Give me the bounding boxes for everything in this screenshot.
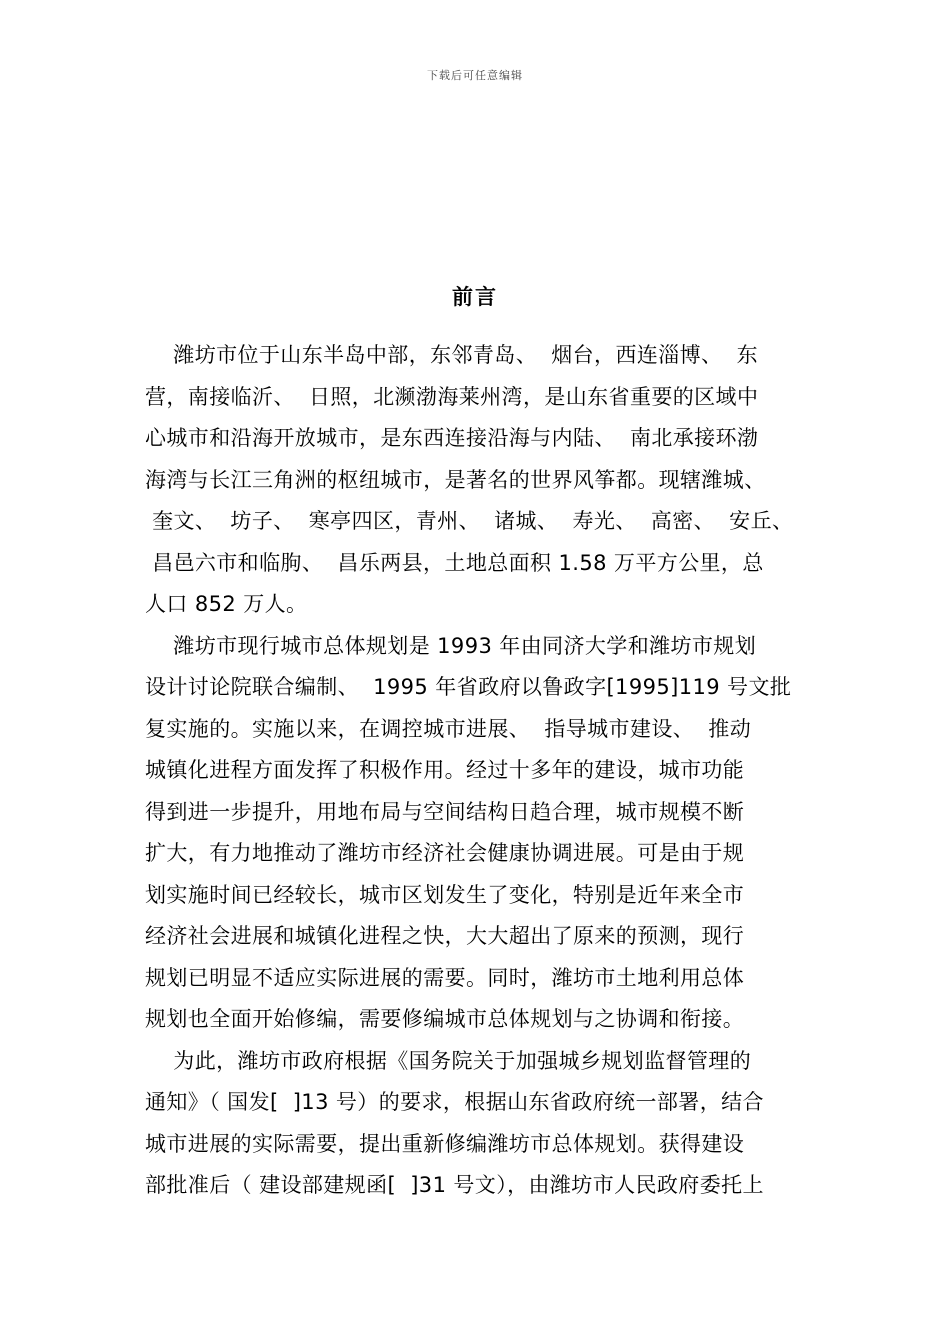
text-line: 城镇化进程方面发挥了积极作用。经过十多年的建设，城市功能 <box>145 758 745 782</box>
text-line: 得到进一步提升，用地布局与空间结构日趋合理，城市规模不断 <box>145 799 745 824</box>
text-line: 心城市和沿海开放城市，是东西连接沿海与内陆、 南北承接环渤 <box>145 426 759 450</box>
text-line: 扩大，有力地推动了潍坊市经济社会健康协调进展。可是由于规 <box>145 841 745 865</box>
text-line: 城市进展的实际需要，提出重新修编潍坊市总体规划。获得建设 <box>145 1131 745 1156</box>
text-line: 划实施时间已经较长，城市区划发生了变化，特别是近年来全市 <box>145 882 745 907</box>
text-line: 规划也全面开始修编，需要修编城市总体规划与之协调和衔接。 <box>145 1007 745 1031</box>
paragraph-3 <box>145 1041 815 1207</box>
text-line: 潍坊市现行城市总体规划是 1993 年由同济大学和潍坊市规划 <box>145 633 757 658</box>
header-note: 下载后可任意编辑 <box>427 69 523 82</box>
text-line: 规划已明显不适应实际进展的需要。同时，潍坊市土地利用总体 <box>145 965 745 990</box>
text-line: 潍坊市位于山东半岛中部，东邻青岛、 烟台，西连淄博、 东 <box>145 343 758 367</box>
text-line: 营，南接临沂、 日照，北濒渤海莱州湾，是山东省重要的区域中 <box>145 384 759 409</box>
text-line: 为此，潍坊市政府根据《国务院关于加强城乡规划监督管理的 <box>145 1048 752 1073</box>
text-line: 部批准后（ 建设部建规函[ ]31 号文），由潍坊市人民政府委托上 <box>145 1173 764 1197</box>
paragraph-2 <box>145 626 815 1041</box>
paragraph-1 <box>145 335 815 626</box>
text-line: 通知》（ 国发[ ]13 号）的要求，根据山东省政府统一部署，结合 <box>145 1090 764 1114</box>
text-line: 昌邑六市和临朐、 昌乐两县，土地总面积 1.58 万平方公里，总 <box>145 550 764 575</box>
text-line: 复实施的。实施以来，在调控城市进展、 指导城市建设、 推动 <box>145 716 752 741</box>
text-line: 设计讨论院联合编制、 1995 年省政府以鲁政字[1995]119 号文批 <box>145 675 792 699</box>
text-line: 经济社会进展和城镇化进程之快，大大超出了原来的预测，现行 <box>145 924 745 948</box>
page-title: 前言 <box>452 285 498 309</box>
text-line: 人口 852 万人。 <box>145 592 308 616</box>
text-line: 奎文、 坊子、 寒亭四区，青州、 诸城、 寿光、 高密、 安丘、 <box>145 509 794 533</box>
text-line: 海湾与长江三角洲的枢纽城市，是著名的世界风筝都。现辖潍城、 <box>145 467 766 492</box>
document-body <box>145 335 815 1207</box>
